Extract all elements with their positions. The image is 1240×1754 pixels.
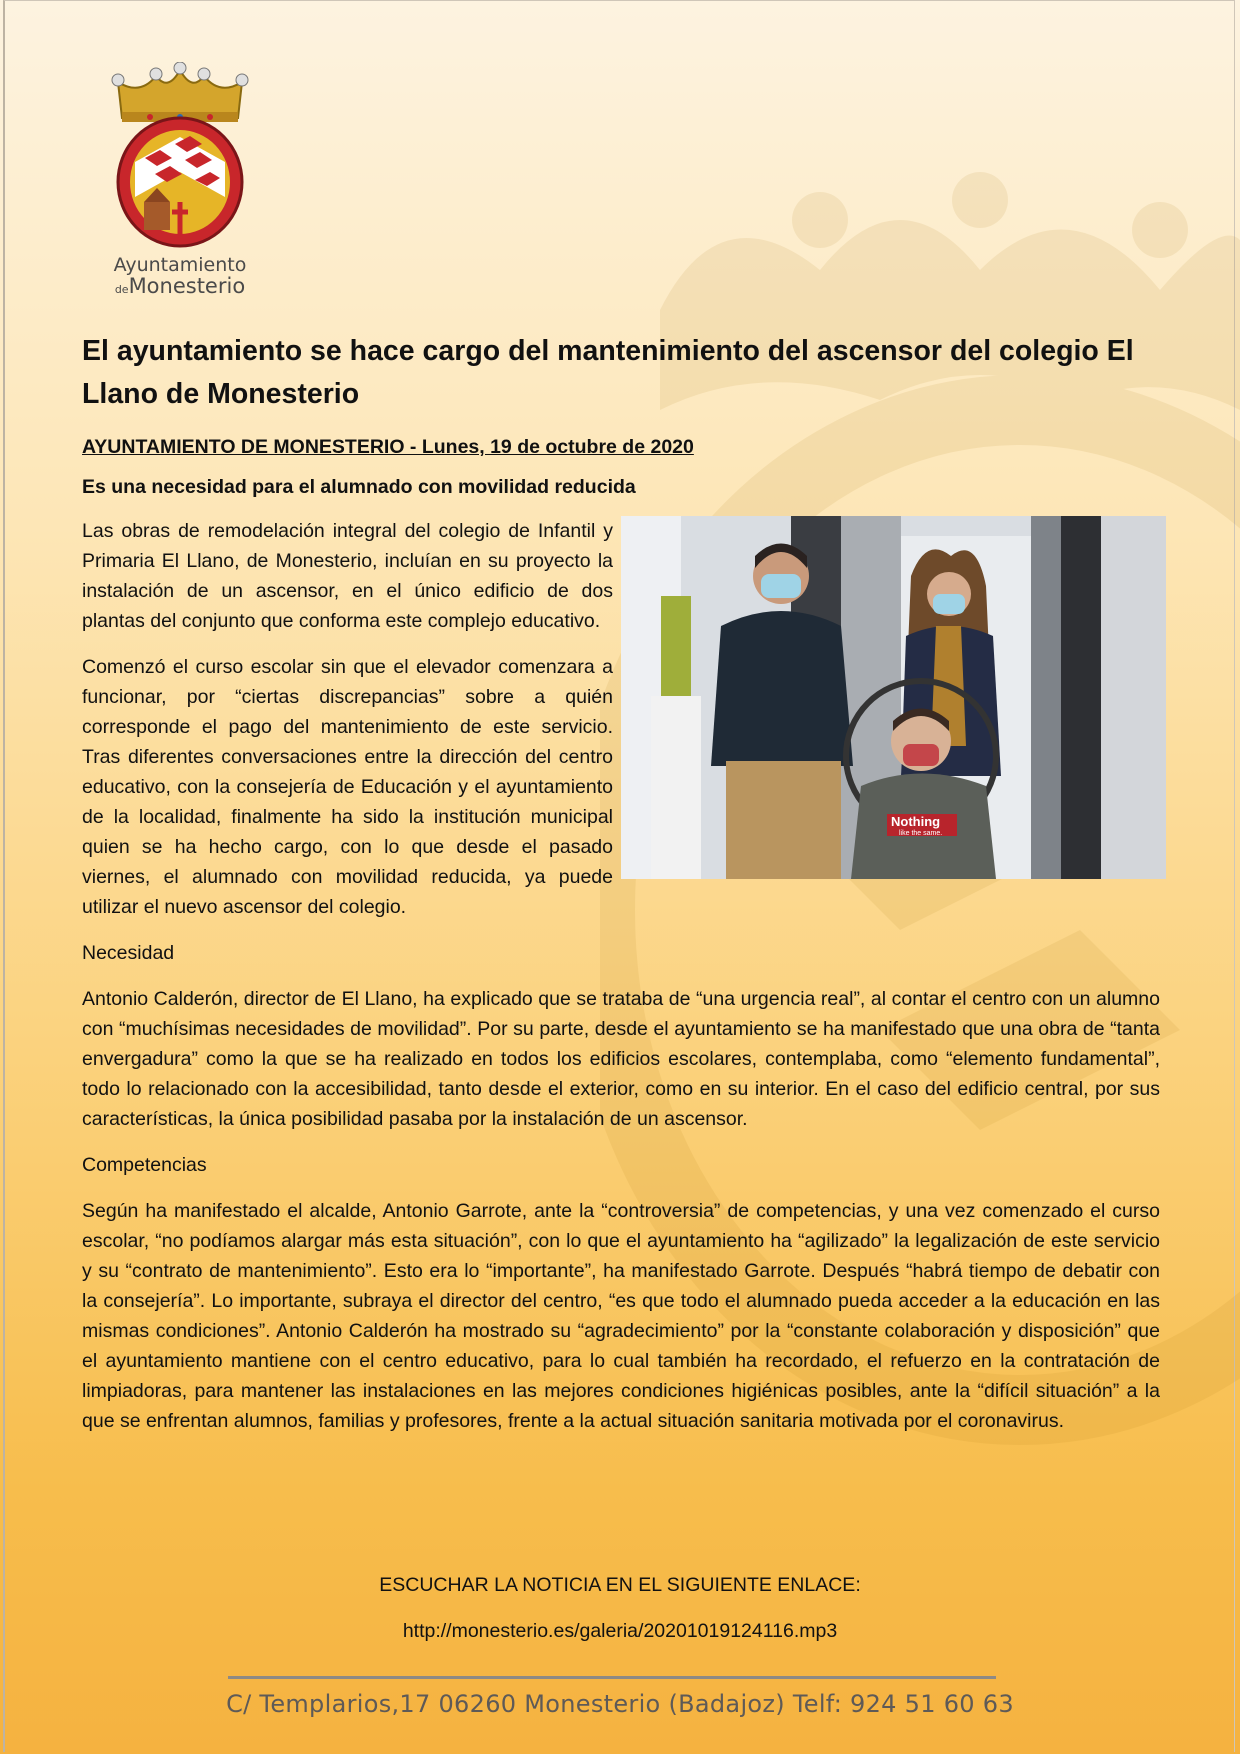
article-paragraph-1: Las obras de remodelación integral del colegio de Infantil y Primaria El Llano, de Monesterio, incluían en su proyecto la instalación de un ascensor, en el único edificio de dos plantas del conjunto que conforma este complejo educativo.: [82, 520, 613, 632]
audio-link[interactable]: http://monesterio.es/galeria/20201019124116.mp3: [402, 1620, 838, 1642]
article-subtitle: Es una necesidad para el alumnado con movilidad reducida: [82, 476, 636, 498]
logo-line2: [100, 276, 260, 297]
photo-illustration: [621, 516, 1166, 879]
article-photo: [621, 516, 1166, 879]
article-body: [82, 330, 1160, 1452]
section-text-necesidad: Antonio Calderón, director de El Llano, ha explicado que se trataba de “una urgencia real”, al contar el centro con un alumno con “muchísimas necesidades de movilidad”. Por su parte, desde el ayuntamiento se ha manifestado que una obra de “tanta envergadura” como la que se ha realizado en todos los edificios escolares, contemplaba, como “elemento fundamental”, todo lo relacionado con la accesibilidad, tanto desde el exterior, como en su interior. En el caso del edificio central, por sus características, la única posibilidad pasaba por la instalación de un ascensor.: [82, 988, 1160, 1130]
photo-sweatshirt-text: Nothing: [891, 814, 941, 829]
section-text-competencias: Según ha manifestado el alcalde, Antonio Garrote, ante la “controversia” de competencias, y una vez comenzado el curso escolar, “no podíamos alargar más esta situación”, con lo que el ayuntamiento ha “agilizado” la legalización de este servicio y su “contrato de mantenimiento”. Esto era lo “importante”, ha manifestado Garrote. Después “habrá tiempo de debatir con la consejería”. Lo importante, subraya el director del centro, “es que todo el alumnado pueda acceder a la educación en las mismas condiciones”. Antonio Calderón ha mostrado su “agradecimiento” por la “constante colaboración y disposición” que el ayuntamiento mantiene con el centro educativo, para lo cual también ha recordado, el refuerzo en la contratación de limpiadoras, para mantener las instalaciones en las mejores condiciones higiénicas posibles, ante la “difícil situación” a la que se enfrentan alumnos, familias y profesores, frente a la actual situación sanitaria motivada por el coronavirus.: [82, 1200, 1160, 1432]
section-heading-competencias: Competencias: [82, 1154, 207, 1176]
article-dateline: AYUNTAMIENTO DE MONESTERIO - Lunes, 19 de octubre de 2020: [82, 436, 694, 458]
listen-label: ESCUCHAR LA NOTICIA EN EL SIGUIENTE ENLACE:: [379, 1574, 861, 1596]
logo-text: [100, 256, 260, 297]
logo-line1: Ayuntamiento: [113, 254, 247, 276]
article-title: El ayuntamiento se hace cargo del mantenimiento del ascensor del colegio El Llano de Monesterio: [82, 335, 1134, 410]
footer-address: C/ Templarios,17 06260 Monesterio (Badajoz) Telf: 924 51 60 63: [226, 1690, 1014, 1718]
logo-line2-name: Monesterio: [128, 274, 246, 298]
photo-sweatshirt-subtext: like the same.: [899, 830, 943, 837]
article-paragraph-2: Comenzó el curso escolar sin que el elevador comenzara a funcionar, por “ciertas discrepancias” sobre a quién corresponde el pago del mantenimiento de este servicio. Tras diferentes conversaciones entre la dirección del centro educativo, con la consejería de Educación y el ayuntamiento de la localidad, finalmente ha sido la institución municipal quien se ha hecho cargo, con lo que desde el pasado viernes, el alumnado con movilidad reducida, ya puede utilizar el nuevo ascensor del colegio.: [82, 656, 613, 918]
section-heading-necesidad: Necesidad: [82, 942, 175, 964]
footer-divider: [228, 1676, 996, 1679]
logo-line2-prefix: de: [114, 283, 129, 296]
